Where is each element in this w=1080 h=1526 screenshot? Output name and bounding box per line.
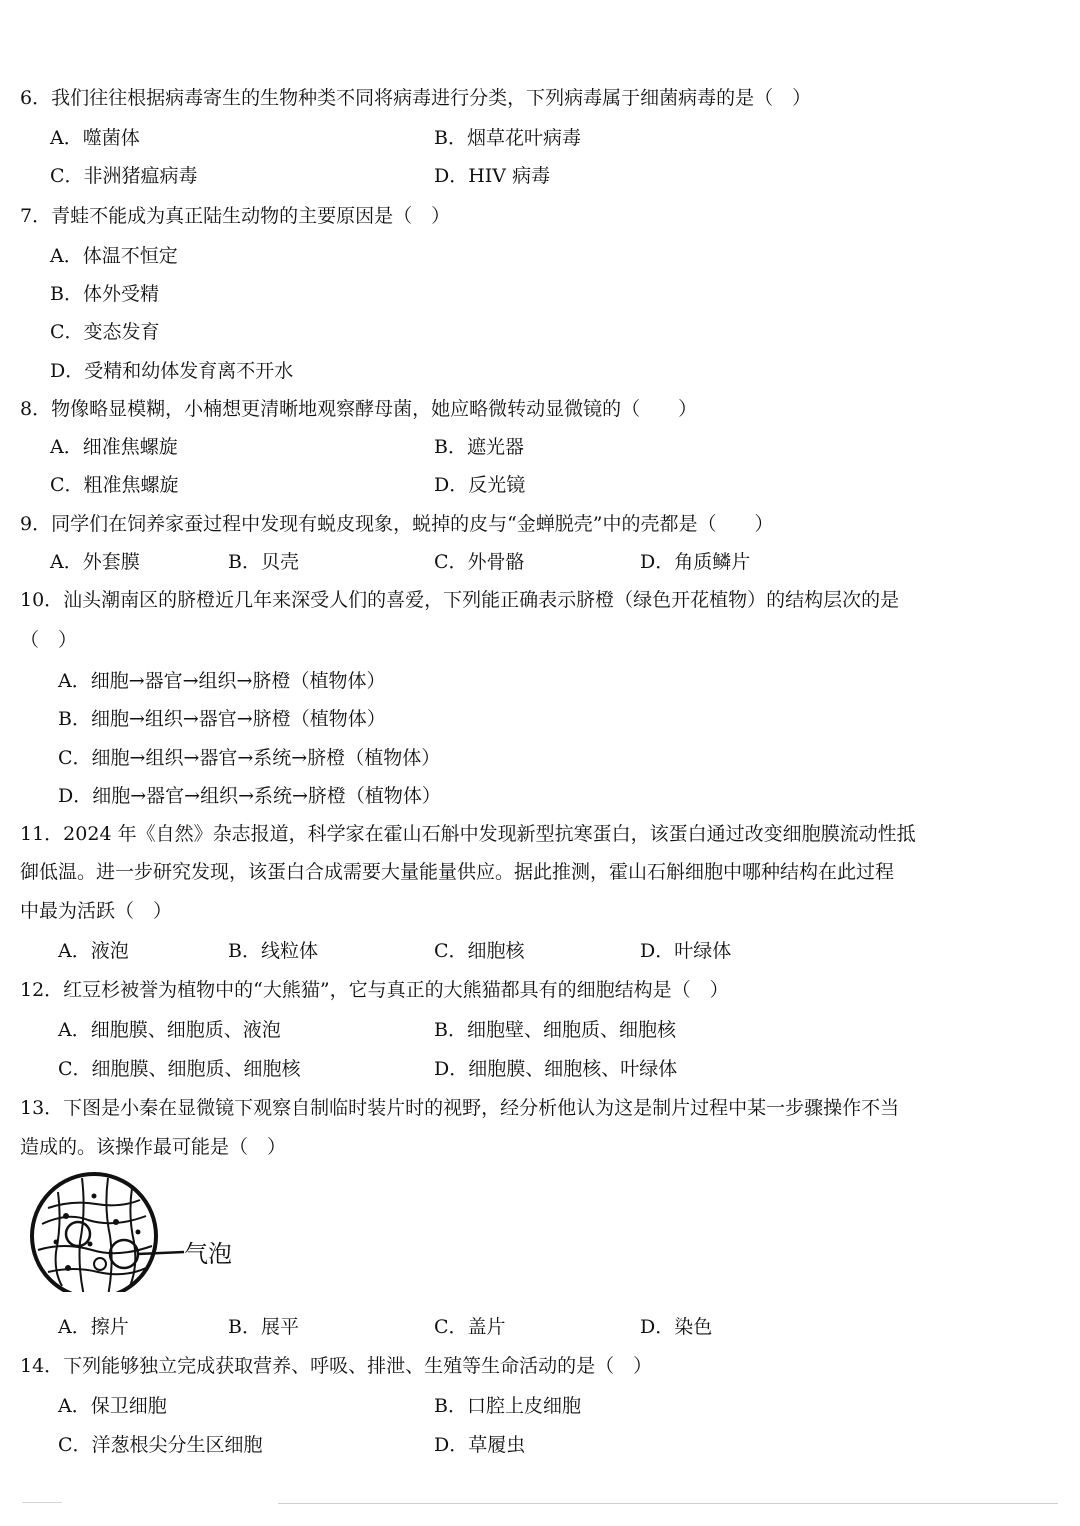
- question-11-option-a: A．液泡: [58, 940, 129, 962]
- question-6-option-d: D．HIV 病毒: [434, 165, 551, 187]
- question-10-stem: 10．汕头潮南区的脐橙近几年来深受人们的喜爱，下列能正确表示脐橙（绿色开花植物）的结构层次的是: [20, 589, 900, 611]
- question-10-option-a: A．细胞→器官→组织→脐橙（植物体）: [58, 670, 386, 692]
- question-7-option-d: D．受精和幼体发育离不开水: [50, 360, 294, 382]
- question-7-stem: 7．青蛙不能成为真正陆生动物的主要原因是（ ）: [20, 205, 451, 227]
- microscope-field-drawing: [28, 1172, 238, 1292]
- question-8-option-b: B．遮光器: [434, 436, 524, 458]
- question-6-option-a: A．噬菌体: [50, 127, 140, 149]
- question-13-option-c: C．盖片: [434, 1316, 506, 1338]
- question-14-option-a: A．保卫细胞: [58, 1395, 167, 1417]
- question-14-stem: 14．下列能够独立完成获取营养、呼吸、排泄、生殖等生命活动的是（ ）: [20, 1355, 653, 1377]
- question-6-option-b: B．烟草花叶病毒: [434, 127, 581, 149]
- question-6-option-c: C．非洲猪瘟病毒: [50, 165, 198, 187]
- question-8-stem: 8．物像略显模糊，小楠想更清晰地观察酵母菌，她应略微转动显微镜的（ ）: [20, 398, 698, 420]
- question-14-option-c: C．洋葱根尖分生区细胞: [58, 1434, 263, 1456]
- question-11-stem: 11．2024 年《自然》杂志报道，科学家在霍山石斛中发现新型抗寒蛋白，该蛋白通过改变细胞膜流动性抵: [20, 823, 916, 845]
- question-8-option-c: C．粗准焦螺旋: [50, 474, 179, 496]
- question-12-option-a: A．细胞膜、细胞质、液泡: [58, 1019, 281, 1041]
- question-12-stem: 12．红豆杉被誉为植物中的“大熊猫”，它与真正的大熊猫都具有的细胞结构是（ ）: [20, 979, 729, 1001]
- question-10-option-c: C．细胞→组织→器官→系统→脐橙（植物体）: [58, 747, 441, 769]
- question-13-option-b: B．展平: [228, 1316, 299, 1338]
- question-13-stem-line2: 造成的。该操作最可能是（ ）: [20, 1136, 287, 1158]
- question-8-option-d: D．反光镜: [434, 474, 526, 496]
- question-10-option-d: D．细胞→器官→组织→系统→脐橙（植物体）: [58, 785, 441, 807]
- question-7-option-a: A．体温不恒定: [50, 245, 178, 267]
- question-12-option-b: B．细胞壁、细胞质、细胞核: [434, 1019, 676, 1041]
- question-11-stem-line3: 中最为活跃（ ）: [20, 900, 173, 922]
- question-10-option-b: B．细胞→组织→器官→脐橙（植物体）: [58, 708, 386, 730]
- question-9-stem: 9．同学们在饲养家蚕过程中发现有蜕皮现象，蜕掉的皮与“金蝉脱壳”中的壳都是（ ）: [20, 513, 774, 535]
- question-8-option-a: A．细准焦螺旋: [50, 436, 178, 458]
- bubble-label: 气泡: [184, 1240, 232, 1268]
- footer-divider-left: [22, 1502, 62, 1503]
- question-10-stem-line2: （ ）: [20, 629, 78, 651]
- question-7-option-b: B．体外受精: [50, 283, 159, 305]
- question-9-option-b: B．贝壳: [228, 551, 299, 573]
- question-13-option-d: D．染色: [640, 1316, 713, 1338]
- question-9-option-a: A．外套膜: [50, 551, 140, 573]
- question-7-option-c: C．变态发育: [50, 321, 160, 343]
- question-12-option-d: D．细胞膜、细胞核、叶绿体: [434, 1058, 678, 1080]
- question-12-option-c: C．细胞膜、细胞质、细胞核: [58, 1058, 301, 1080]
- question-13-stem: 13．下图是小秦在显微镜下观察自制临时装片时的视野，经分析他认为这是制片过程中某一步骤操作不当: [20, 1097, 900, 1119]
- microscope-field-figure: [28, 1172, 238, 1292]
- question-11-stem-line2: 御低温。进一步研究发现，该蛋白合成需要大量能量供应。据此推测，霍山石斛细胞中哪种结构在此过程: [20, 861, 895, 883]
- question-13-option-a: A．擦片: [58, 1316, 129, 1338]
- question-6-stem: 6．我们往往根据病毒寄生的生物种类不同将病毒进行分类，下列病毒属于细菌病毒的是（ ）: [20, 87, 812, 109]
- question-11-option-b: B．线粒体: [228, 940, 318, 962]
- question-11-option-c: C．细胞核: [434, 940, 525, 962]
- question-14-option-b: B．口腔上皮细胞: [434, 1395, 581, 1417]
- question-11-option-d: D．叶绿体: [640, 940, 732, 962]
- question-9-option-c: C．外骨骼: [434, 551, 525, 573]
- question-14-option-d: D．草履虫: [434, 1434, 526, 1456]
- footer-divider: [278, 1503, 1058, 1504]
- question-9-option-d: D．角质鳞片: [640, 551, 751, 573]
